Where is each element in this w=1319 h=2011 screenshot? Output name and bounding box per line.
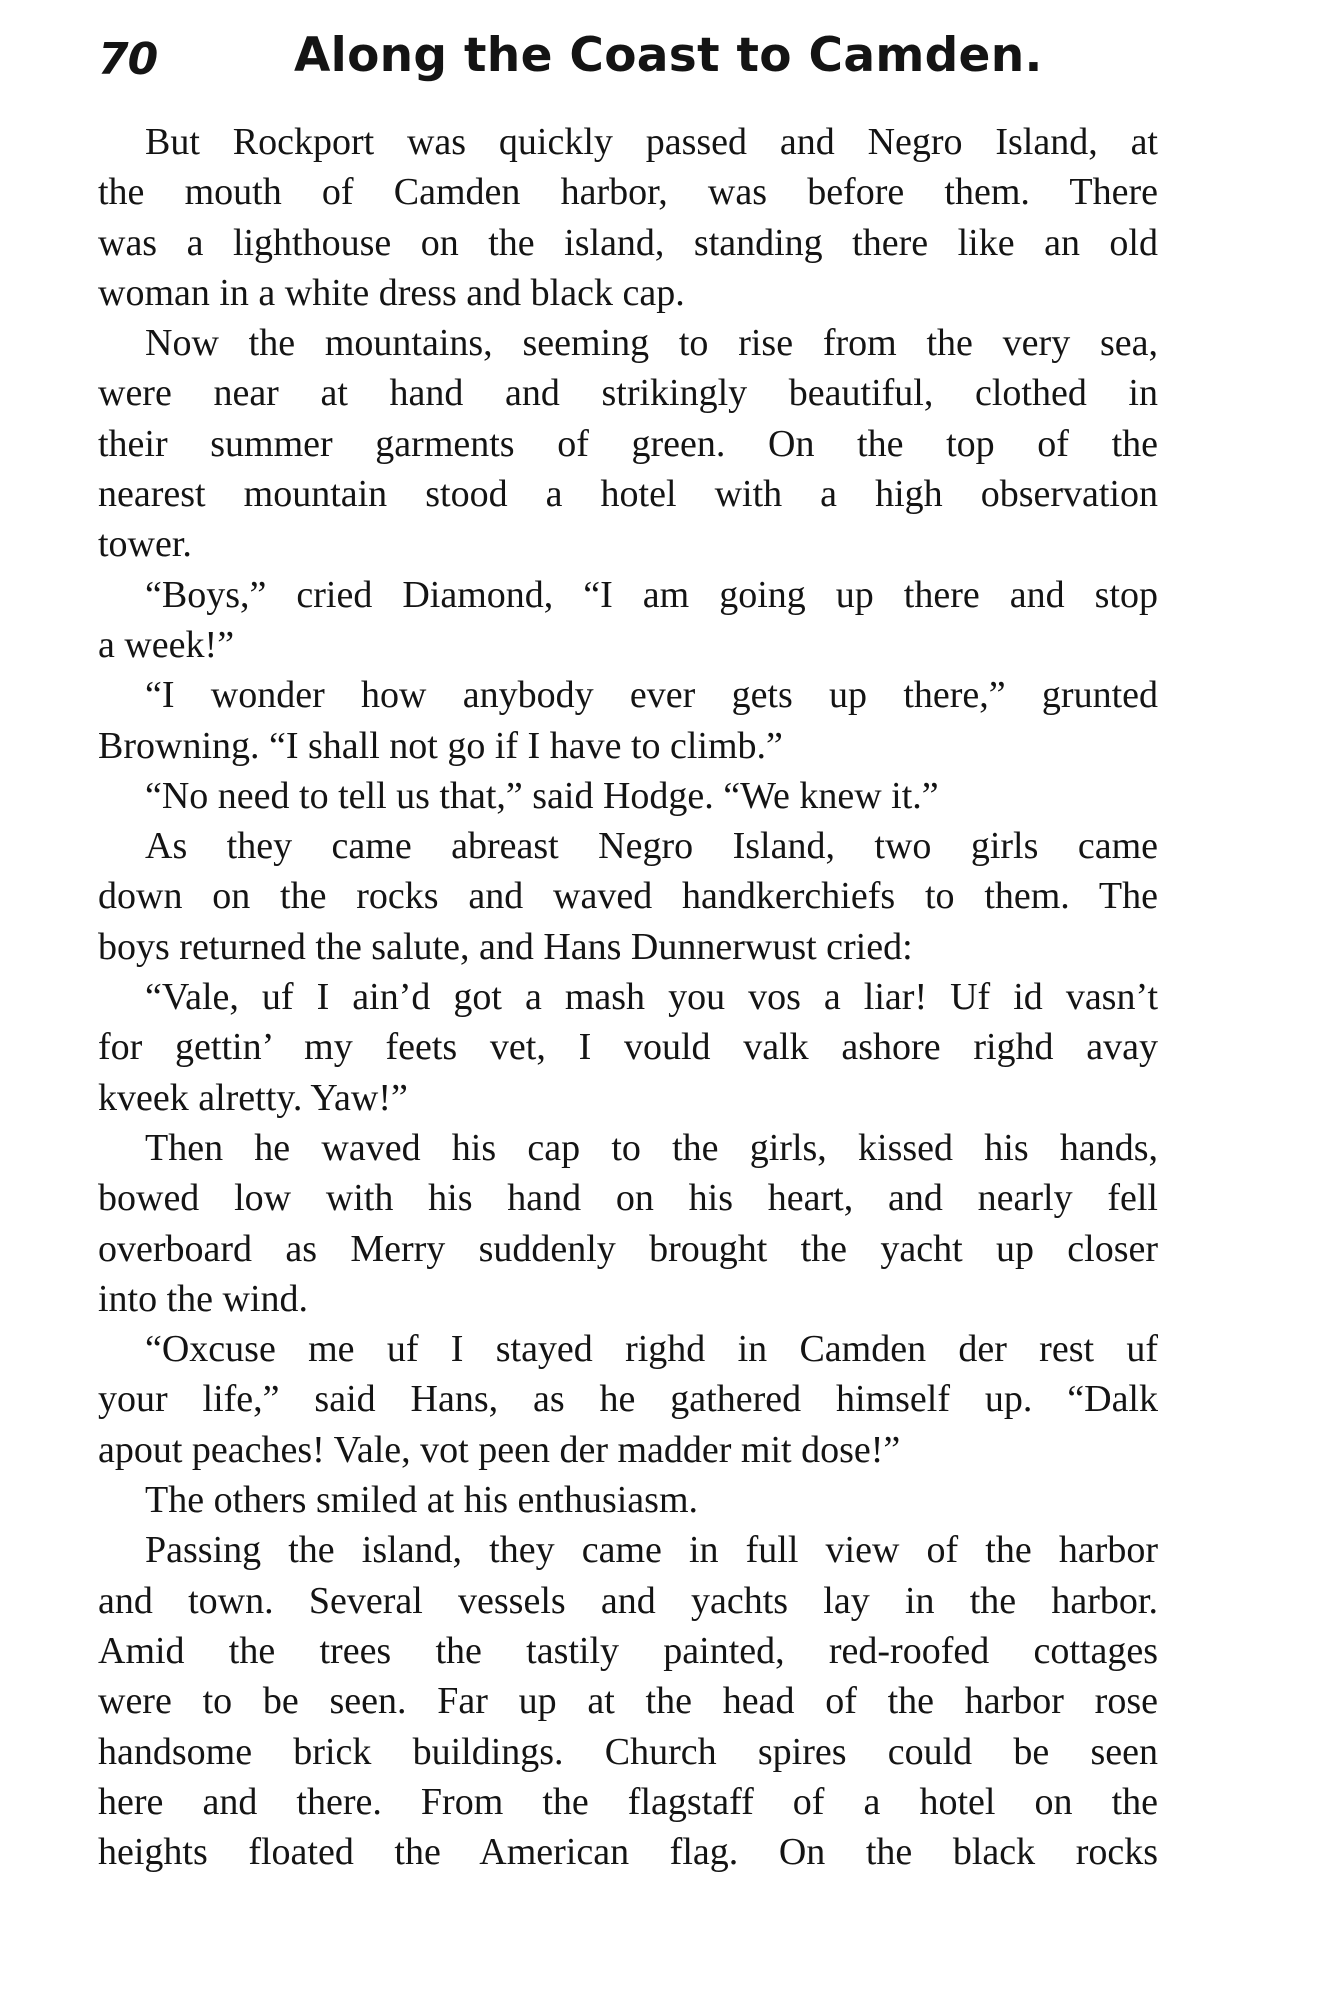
text-line: were to be seen. Far up at the head of the harbor rose bbox=[98, 1680, 1158, 1723]
text-line: boys returned the salute, and Hans Dunnerwust cried: bbox=[98, 925, 913, 968]
text-line: into the wind. bbox=[98, 1277, 309, 1320]
text-line: “Oxcuse me uf I stayed righd in Camden der rest uf bbox=[145, 1328, 1158, 1371]
text-line: nearest mountain stood a hotel with a high observation bbox=[98, 473, 1158, 516]
text-line: But Rockport was quickly passed and Negro Island, at bbox=[145, 121, 1158, 163]
text-line: Passing the island, they came in full view of the harbor bbox=[145, 1529, 1158, 1572]
text-line: heights floated the American flag. On the black rocks bbox=[98, 1831, 1158, 1874]
text-line: The others smiled at his enthusiasm. bbox=[145, 1479, 699, 1522]
body-text bbox=[98, 117, 1158, 1877]
text-line: Amid the trees the tastily painted, red-roofed cottages bbox=[98, 1629, 1158, 1672]
text-line: Browning. “I shall not go if I have to climb.” bbox=[98, 724, 783, 767]
text-line: tower. bbox=[98, 523, 192, 566]
text-line: bowed low with his hand on his heart, and nearly fell bbox=[98, 1177, 1158, 1220]
running-title: Along the Coast to Camden. bbox=[294, 28, 1043, 83]
page-header bbox=[98, 28, 1158, 98]
text-line: the mouth of Camden harbor, was before them. There bbox=[98, 171, 1158, 214]
text-line: your life,” said Hans, as he gathered himself up. “Dalk bbox=[98, 1378, 1158, 1421]
text-line: “Boys,” cried Diamond, “I am going up there and stop bbox=[145, 573, 1158, 616]
text-line: woman in a white dress and black cap. bbox=[98, 271, 685, 314]
text-line: As they came abreast Negro Island, two girls came bbox=[145, 825, 1158, 868]
text-line: handsome brick buildings. Church spires could be seen bbox=[98, 1730, 1158, 1773]
page-number: 70 bbox=[98, 34, 158, 85]
text-line: here and there. From the flagstaff of a hotel on the bbox=[98, 1780, 1158, 1823]
text-line: overboard as Merry suddenly brought the yacht up closer bbox=[98, 1227, 1158, 1270]
text-line: apout peaches! Vale, vot peen der madder mit dose!” bbox=[98, 1428, 901, 1471]
text-line: Now the mountains, seeming to rise from the very sea, bbox=[145, 322, 1158, 365]
text-line: was a lighthouse on the island, standing there like an old bbox=[98, 221, 1158, 264]
text-line: and town. Several vessels and yachts lay in the harbor. bbox=[98, 1579, 1158, 1622]
text-line: Then he waved his cap to the girls, kissed his hands, bbox=[145, 1126, 1158, 1169]
text-line: “I wonder how anybody ever gets up there,” grunted bbox=[145, 674, 1158, 717]
text-line: a week!” bbox=[98, 623, 235, 666]
text-line: down on the rocks and waved handkerchiefs to them. The bbox=[98, 875, 1158, 918]
text-line: “No need to tell us that,” said Hodge. “We knew it.” bbox=[145, 774, 939, 817]
text-line: their summer garments of green. On the top of the bbox=[98, 422, 1158, 465]
text-line: for gettin’ my feets vet, I vould valk ashore righd avay bbox=[98, 1026, 1158, 1069]
text-line: “Vale, uf I ain’d got a mash you vos a liar! Uf id vasn’t bbox=[145, 976, 1158, 1019]
text-line: were near at hand and strikingly beautiful, clothed in bbox=[98, 372, 1158, 415]
text-line: kveek alretty. Yaw!” bbox=[98, 1076, 408, 1119]
